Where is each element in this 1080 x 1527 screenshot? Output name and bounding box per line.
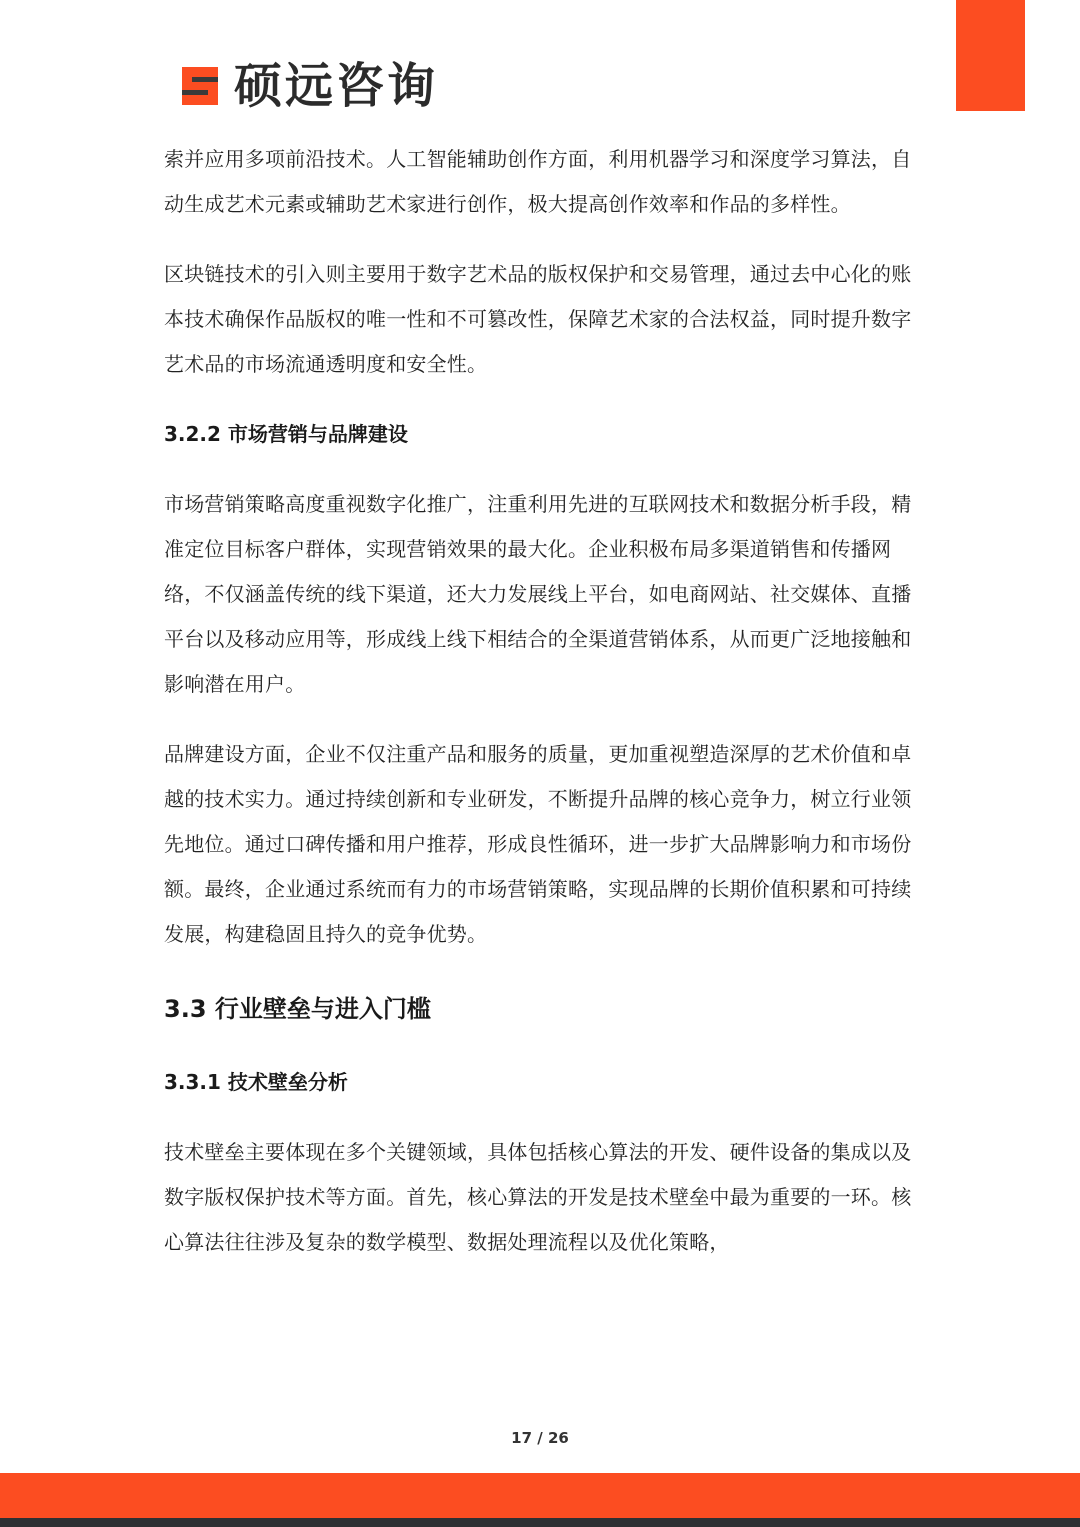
- footer-accent-bar: [0, 1473, 1080, 1518]
- document-body: [164, 137, 924, 1265]
- page-number: 17 / 26: [511, 1429, 569, 1447]
- footer-dark-strip: [0, 1518, 1080, 1527]
- corner-accent-tab: [956, 0, 1025, 111]
- sy-logo-mark-icon: [176, 61, 226, 111]
- paragraph-blockchain: 区块链技术的引入则主要用于数字艺术品的版权保护和交易管理，通过去中心化的账本技术确保作品版权的唯一性和不可篡改性，保障艺术家的合法权益，同时提升数字艺术品的市场流通透明度和安全性。: [164, 262, 912, 376]
- brand-name: 硕远咨询: [234, 58, 439, 114]
- paragraph-marketing: 市场营销策略高度重视数字化推广，注重利用先进的互联网技术和数据分析手段，精准定位目标客户群体，实现营销效果的最大化。企业积极布局多渠道销售和传播网络，不仅涵盖传统的线下渠道，还大力发展线上平台，如电商网站、社交媒体、直播平台以及移动应用等，形成线上线下相结合的全渠道营销体系，从而更广泛地接触和影响潜在用户。: [164, 492, 912, 696]
- paragraph-branding: 品牌建设方面，企业不仅注重产品和服务的质量，更加重视塑造深厚的艺术价值和卓越的技术实力。通过持续创新和专业研发，不断提升品牌的核心竞争力，树立行业领先地位。通过口碑传播和用户推荐，形成良性循环，进一步扩大品牌影响力和市场份额。最终，企业通过系统而有力的市场营销策略，实现品牌的长期价值积累和可持续发展，构建稳固且持久的竞争优势。: [164, 742, 912, 946]
- brand-logo: [176, 58, 438, 114]
- paragraph-ai-creation: 索并应用多项前沿技术。人工智能辅助创作方面，利用机器学习和深度学习算法，自动生成艺术元素或辅助艺术家进行创作，极大提高创作效率和作品的多样性。: [164, 147, 912, 216]
- section-heading-3-3: 3.3 行业壁垒与进入门槛: [164, 995, 431, 1023]
- section-heading-3-3-1: 3.3.1 技术壁垒分析: [164, 1070, 348, 1094]
- paragraph-tech-barriers: 技术壁垒主要体现在多个关键领域，具体包括核心算法的开发、硬件设备的集成以及数字版权保护技术等方面。首先，核心算法的开发是技术壁垒中最为重要的一环。核心算法往往涉及复杂的数学模型、数据处理流程以及优化策略，: [164, 1140, 912, 1254]
- section-heading-3-2-2: 3.2.2 市场营销与品牌建设: [164, 422, 408, 446]
